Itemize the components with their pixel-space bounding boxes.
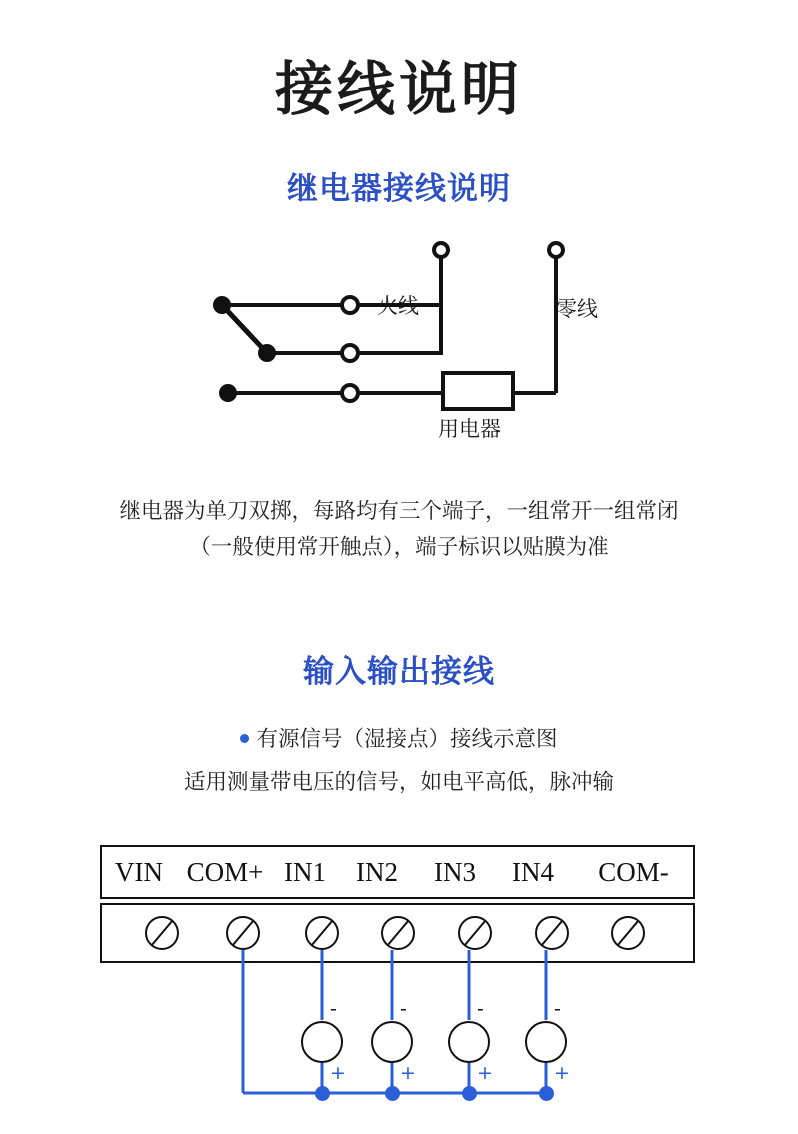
- junction-dot-in3: [462, 1086, 477, 1101]
- io-bullet-line: [0, 722, 798, 753]
- junction-dot-in4: [539, 1086, 554, 1101]
- terminal-label-in4: IN4: [512, 856, 554, 887]
- relay-description: [0, 494, 798, 566]
- terminal-label-vin: VIN: [115, 856, 163, 887]
- screw-terminal-in3[interactable]: [458, 916, 492, 950]
- relay-schematic: [0, 225, 798, 455]
- signal-source-in3: [448, 1021, 490, 1063]
- relay-description-line2: （一般使用常开触点），端子标识以贴膜为准: [189, 535, 609, 560]
- signal-source-in1: [301, 1021, 343, 1063]
- bullet-dot-icon: [240, 734, 249, 743]
- polarity-minus-in2: -: [400, 998, 407, 1020]
- terminal-label-in3: IN3: [434, 856, 476, 887]
- io-note: 适用测量带电压的信号，如电平高低，脉冲输: [183, 770, 614, 795]
- label-live-wire: 火线: [377, 294, 419, 318]
- polarity-minus-in3: -: [477, 998, 484, 1020]
- screw-terminal-in4[interactable]: [535, 916, 569, 950]
- label-load: 用电器: [438, 417, 501, 441]
- polarity-minus-in4: -: [554, 998, 561, 1020]
- terminal-label-in1: IN1: [284, 856, 326, 887]
- io-section-title: 输入输出接线: [303, 654, 495, 690]
- screw-terminal-comn[interactable]: [611, 916, 645, 950]
- relay-description-line1: 继电器为单刀双掷，每路均有三个端子，一组常开一组常闭: [119, 499, 679, 524]
- polarity-plus-in4: +: [554, 1062, 570, 1084]
- io-bullet-text: 有源信号（湿接点）接线示意图: [256, 727, 558, 752]
- signal-source-in4: [525, 1021, 567, 1063]
- page-title: 接线说明: [274, 55, 523, 123]
- label-null-wire: 零线: [556, 297, 598, 321]
- screw-terminal-in1[interactable]: [305, 916, 339, 950]
- terminal-label-comn: COM-: [598, 856, 669, 887]
- screw-terminal-in2[interactable]: [381, 916, 415, 950]
- junction-dot-in2: [385, 1086, 400, 1101]
- polarity-plus-in2: +: [400, 1062, 416, 1084]
- relay-section-title: 继电器接线说明: [287, 171, 511, 207]
- relay-schematic-svg: [0, 225, 798, 455]
- terminal-block: [100, 845, 697, 965]
- junction-dot-in1: [315, 1086, 330, 1101]
- terminal-labels: [100, 845, 695, 899]
- signal-source-in2: [371, 1021, 413, 1063]
- terminal-label-comp: COM+: [186, 856, 264, 887]
- screw-terminal-vin[interactable]: [145, 916, 179, 950]
- polarity-minus-in1: -: [330, 998, 337, 1020]
- screw-terminal-comp[interactable]: [226, 916, 260, 950]
- polarity-plus-in3: +: [477, 1062, 493, 1084]
- polarity-plus-in1: +: [330, 1062, 346, 1084]
- terminal-label-in2: IN2: [356, 856, 398, 887]
